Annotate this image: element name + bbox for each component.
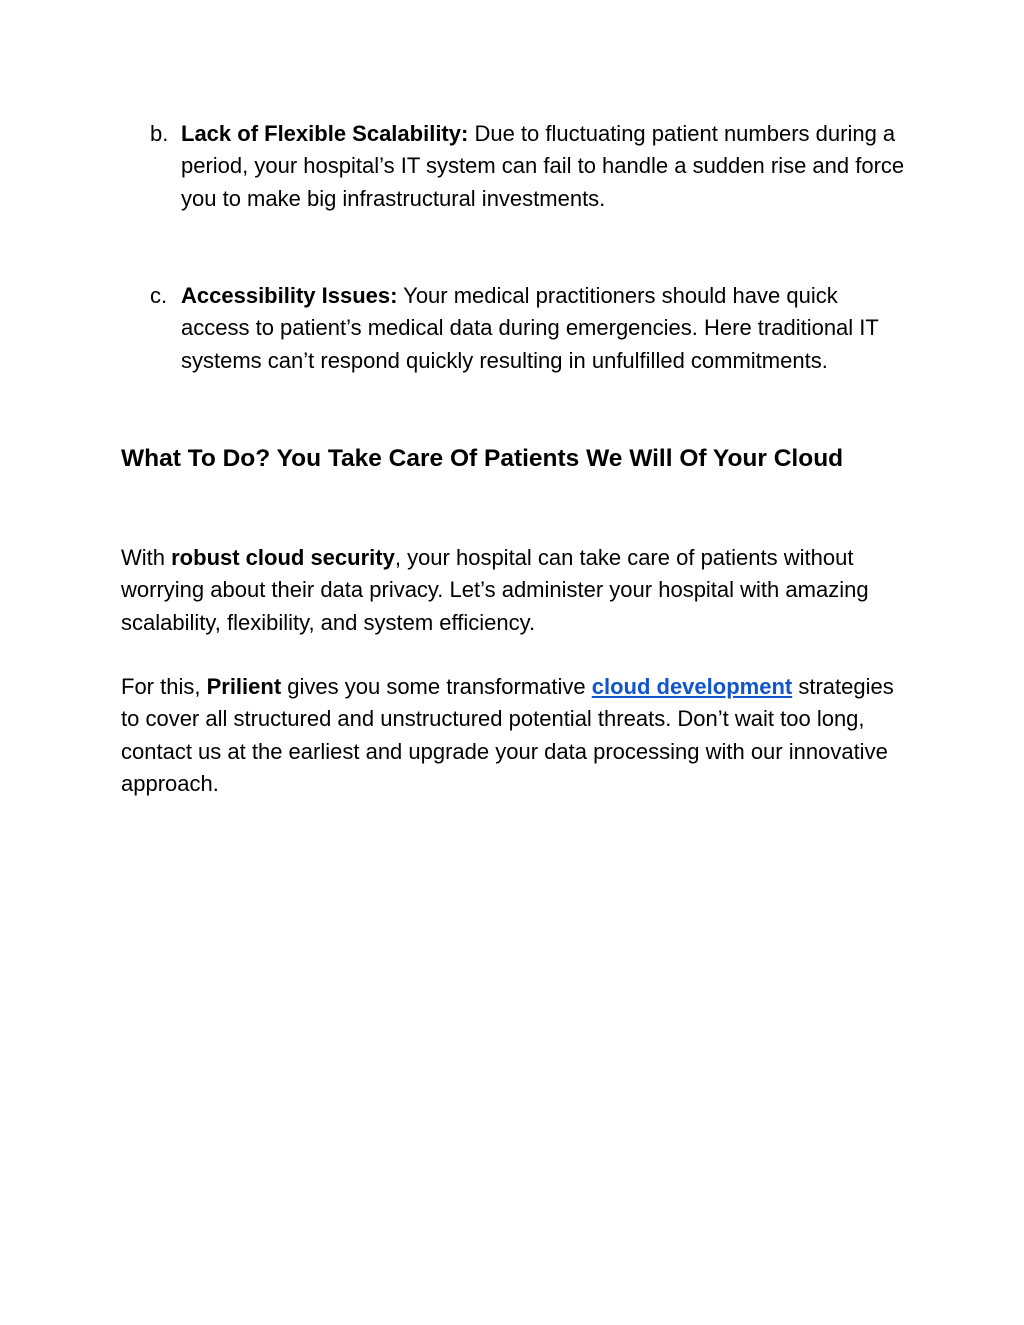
list-item-title: Accessibility Issues: xyxy=(181,283,398,308)
cloud-development-link[interactable]: cloud development xyxy=(591,674,793,699)
paragraph-text: gives you some transformative xyxy=(281,674,592,699)
list-item-body xyxy=(181,280,910,377)
paragraph-text: For this, xyxy=(121,674,207,699)
list-item-text: Due to fluctuating patient numbers during a period, your hospital’s IT system can fail to handle a sudden rise and force you to make big infrastructural investments. xyxy=(181,121,905,211)
list-item-body xyxy=(181,118,910,215)
paragraph-text: strategies to cover all structured and unstructured potential threats. Don’t wait too long, contact us at the earliest and upgrade your data processing with our innovative approach. xyxy=(121,674,894,796)
list-item-scalability xyxy=(150,118,910,215)
list-item-accessibility xyxy=(150,280,910,377)
paragraph-prilient xyxy=(121,671,911,800)
list-item-text: Your medical practitioners should have quick access to patient’s medical data during emergencies. Here traditional IT systems can’t respond quickly resulting in unfulfilled commitments. xyxy=(181,283,879,373)
list-item-title: Lack of Flexible Scalability: xyxy=(181,121,469,146)
section-heading: What To Do? You Take Care Of Patients We Will Of Your Cloud xyxy=(121,445,844,472)
paragraph-text: , your hospital can take care of patients without worrying about their data privacy. Let’s administer your hospital with amazing scalability, flexibility, and system efficiency. xyxy=(121,545,869,635)
list-marker: b. xyxy=(150,121,169,146)
paragraph-security xyxy=(121,542,911,639)
paragraph-text: With xyxy=(121,545,172,570)
company-name: Prilient xyxy=(206,674,282,699)
list-marker: c. xyxy=(150,283,168,308)
bold-phrase: robust cloud security xyxy=(171,545,395,570)
